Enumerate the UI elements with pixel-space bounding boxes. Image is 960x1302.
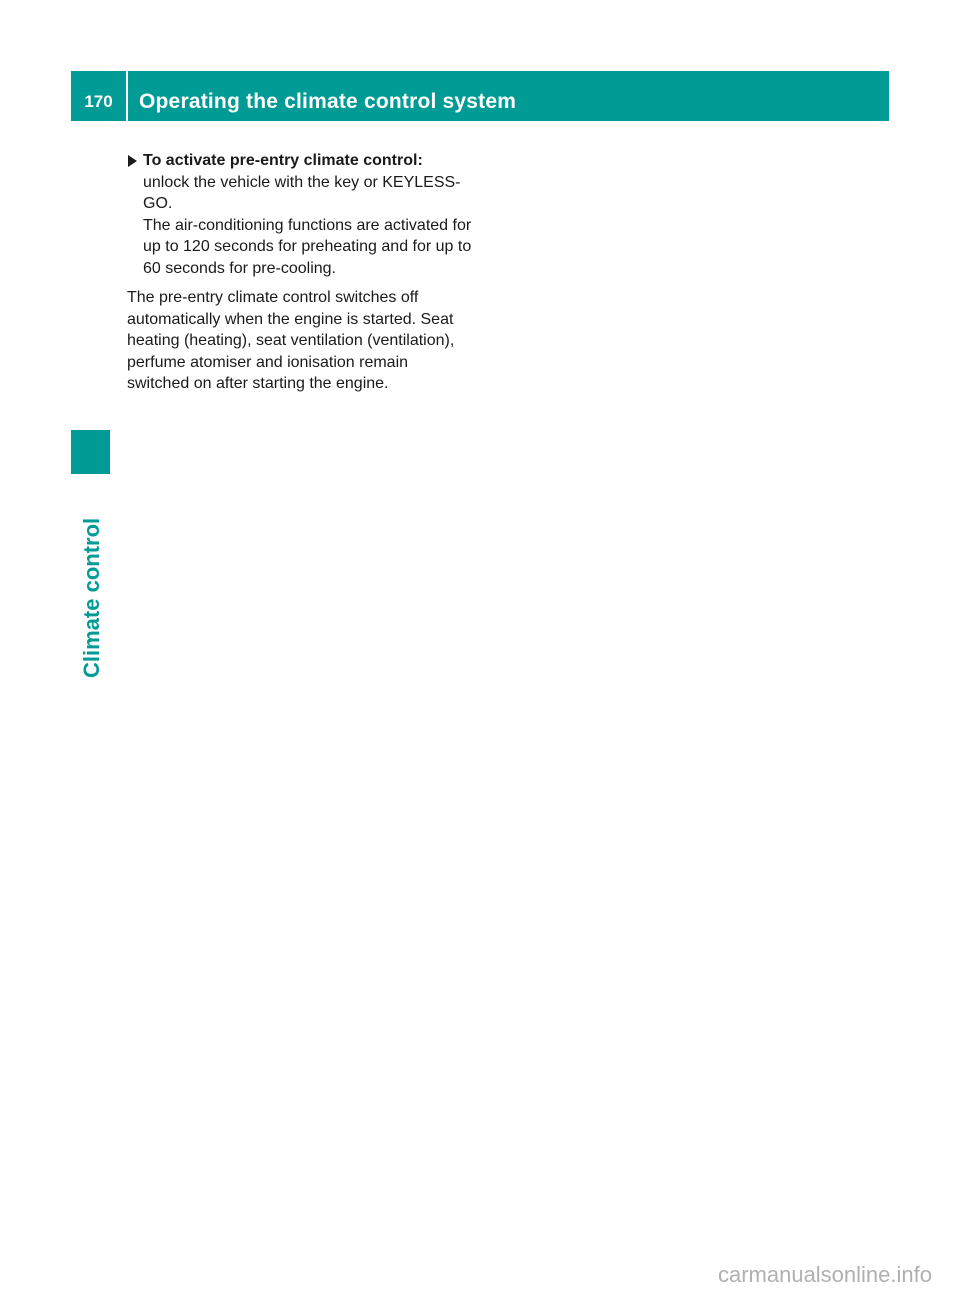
page-number: 170: [84, 92, 113, 111]
header-divider: [126, 71, 128, 121]
section-side-label: [71, 476, 110, 678]
section-side-label-text: Climate control: [78, 517, 104, 678]
step-arrow-icon: [128, 155, 137, 167]
page-header: [71, 71, 889, 121]
watermark: carmanualsonline.info: [717, 1262, 932, 1287]
step-result: The air-conditioning functions are activated for up to 120 seconds for preheating and for up to 60 seconds for pre-cooling.: [143, 216, 472, 277]
step-heading: To activate pre-entry climate control:: [143, 152, 423, 169]
instruction-step: [127, 150, 472, 279]
main-content: [127, 150, 472, 395]
body-paragraph: The pre-entry climate control switches off automatically when the engine is started. Seat heating (heating), seat ventilation (ventilation), perfume atomiser and ionisation remain switched on after starting the engine.: [127, 289, 455, 392]
section-tab-marker: [71, 430, 110, 474]
page-title: Operating the climate control system: [139, 90, 517, 113]
step-instruction: unlock the vehicle with the key or KEYLESS-GO.: [143, 173, 461, 212]
